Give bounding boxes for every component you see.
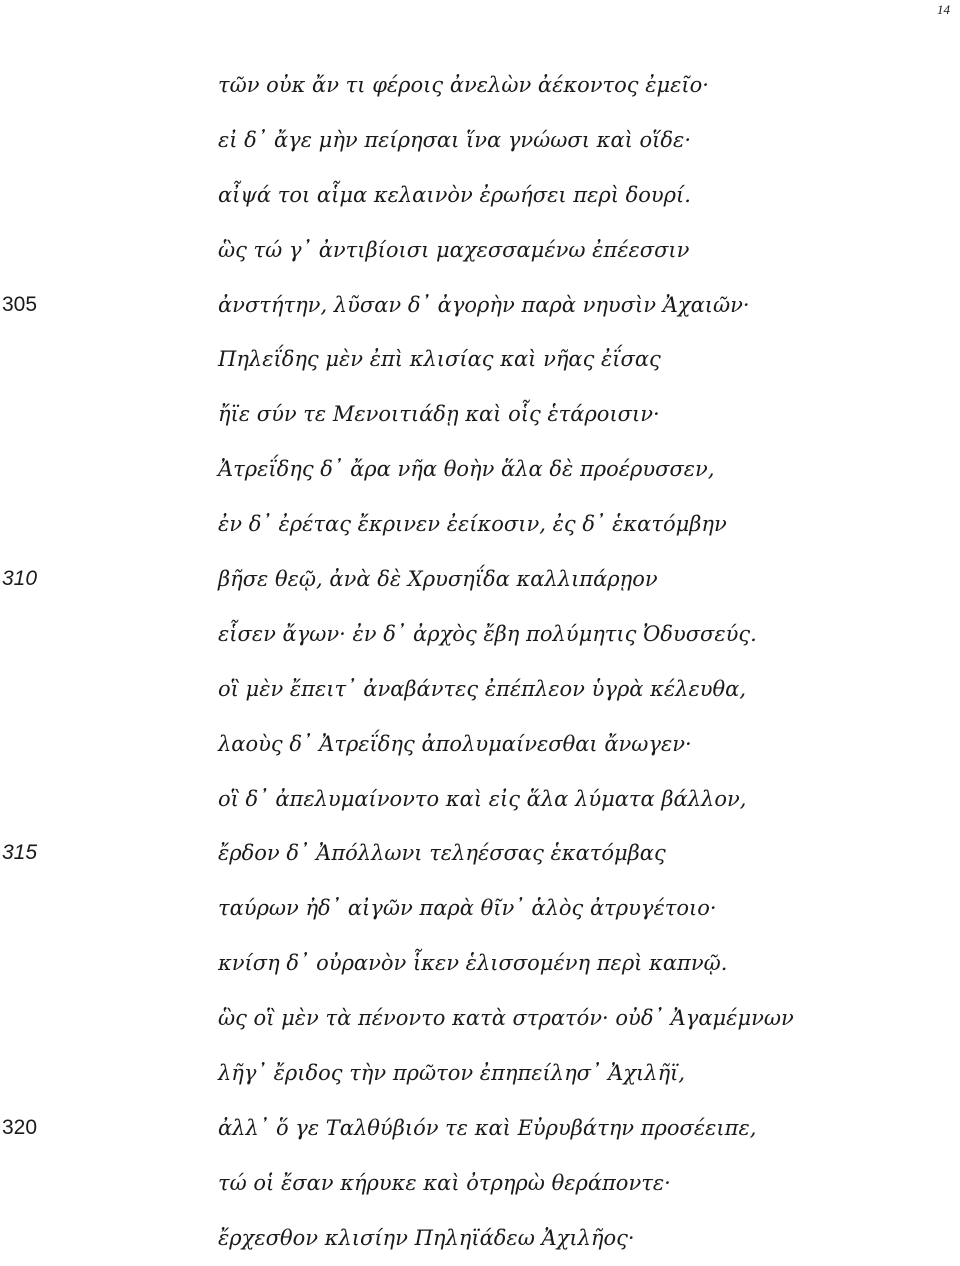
line-number: 320 xyxy=(2,1115,38,1139)
verse-text: λῆγ᾽ ἔριδος τὴν πρῶτον ἐπηπείλησ᾽ Ἀχιλῆϊ, xyxy=(218,1061,686,1086)
verse-line xyxy=(0,113,960,168)
verse-line xyxy=(0,442,960,497)
verse-line xyxy=(0,991,960,1046)
verse-text: τῶν οὐκ ἄν τι φέροις ἀνελὼν ἀέκοντος ἐμεῖο· xyxy=(218,73,709,97)
verse-line xyxy=(0,772,960,827)
verse-text: εἷσεν ἄγων· ἐν δ᾽ ἀρχὸς ἔβη πολύμητις Ὀδυσσεύς. xyxy=(218,621,757,646)
verse-line xyxy=(0,1101,960,1156)
verse-line xyxy=(0,717,960,772)
verse-text: οἳ δ᾽ ἀπελυμαίνοντο καὶ εἰς ἅλα λύματα βάλλον, xyxy=(218,786,747,811)
poem-text xyxy=(0,58,960,1266)
verse-line xyxy=(0,168,960,223)
verse-text: αἶψά τοι αἷμα κελαινὸν ἐρωήσει περὶ δουρί. xyxy=(218,182,691,207)
verse-text: ἤϊε σύν τε Μενοιτιάδῃ καὶ οἷς ἑτάροισιν· xyxy=(218,402,660,427)
verse-line xyxy=(0,1156,960,1211)
verse-text: εἰ δ᾽ ἄγε μὴν πείρησαι ἵνα γνώωσι καὶ οἵδε· xyxy=(218,127,691,152)
verse-text: ταύρων ἠδ᾽ αἰγῶν παρὰ θῖν᾽ ἁλὸς ἀτρυγέτοιο· xyxy=(218,896,717,921)
verse-text: Πηλεΐδης μὲν ἐπὶ κλισίας καὶ νῆας ἐΐσας xyxy=(218,347,661,372)
verse-line xyxy=(0,662,960,717)
verse-text: ἔρδον δ᾽ Ἀπόλλωνι τεληέσσας ἑκατόμβας xyxy=(218,841,666,866)
verse-text: Ἀτρεΐδης δ᾽ ἄρα νῆα θοὴν ἅλα δὲ προέρυσσεν, xyxy=(218,457,715,482)
verse-text: τώ οἱ ἔσαν κήρυκε καὶ ὀτρηρὼ θεράποντε· xyxy=(218,1170,671,1195)
verse-line xyxy=(0,552,960,607)
verse-text: κνίση δ᾽ οὐρανὸν ἷκεν ἑλισσομένη περὶ καπνῷ. xyxy=(218,951,728,976)
verse-text: ἀνστήτην, λῦσαν δ᾽ ἀγορὴν παρὰ νηυσὶν Ἀχαιῶν· xyxy=(218,292,750,317)
verse-text: οἳ μὲν ἔπειτ᾽ ἀναβάντες ἐπέπλεον ὑγρὰ κέλευθα, xyxy=(218,676,747,701)
page-number: 14 xyxy=(937,2,950,17)
verse-text: ὣς οἳ μὲν τὰ πένοντο κατὰ στρατόν· οὐδ᾽ Ἀγαμέμνων xyxy=(218,1006,794,1031)
verse-line xyxy=(0,387,960,442)
verse-line xyxy=(0,278,960,333)
verse-line xyxy=(0,881,960,936)
verse-line xyxy=(0,223,960,278)
verse-line xyxy=(0,936,960,991)
verse-text: ἀλλ᾽ ὅ γε Ταλθύβιόν τε καὶ Εὐρυβάτην προσέειπε, xyxy=(218,1115,757,1140)
verse-line xyxy=(0,826,960,881)
verse-line xyxy=(0,58,960,113)
line-number: 310 xyxy=(2,567,38,591)
verse-text: ὣς τώ γ᾽ ἀντιβίοισι μαχεσσαμένω ἐπέεσσιν xyxy=(218,237,690,262)
verse-text: ἔρχεσθον κλισίην Πηληϊάδεω Ἀχιλῆος· xyxy=(218,1225,635,1250)
verse-line xyxy=(0,1046,960,1101)
verse-text: λαοὺς δ᾽ Ἀτρεΐδης ἀπολυμαίνεσθαι ἄνωγεν· xyxy=(218,731,692,756)
verse-line xyxy=(0,607,960,662)
verse-text: βῆσε θεῷ, ἀνὰ δὲ Χρυσηΐδα καλλιπάρῃον xyxy=(218,567,658,592)
line-number: 305 xyxy=(2,292,38,316)
verse-text: ἐν δ᾽ ἐρέτας ἔκρινεν ἐείκοσιν, ἐς δ᾽ ἑκατόμβην xyxy=(218,512,727,537)
verse-line xyxy=(0,332,960,387)
line-number: 315 xyxy=(2,841,38,865)
verse-line xyxy=(0,1211,960,1266)
verse-line xyxy=(0,497,960,552)
